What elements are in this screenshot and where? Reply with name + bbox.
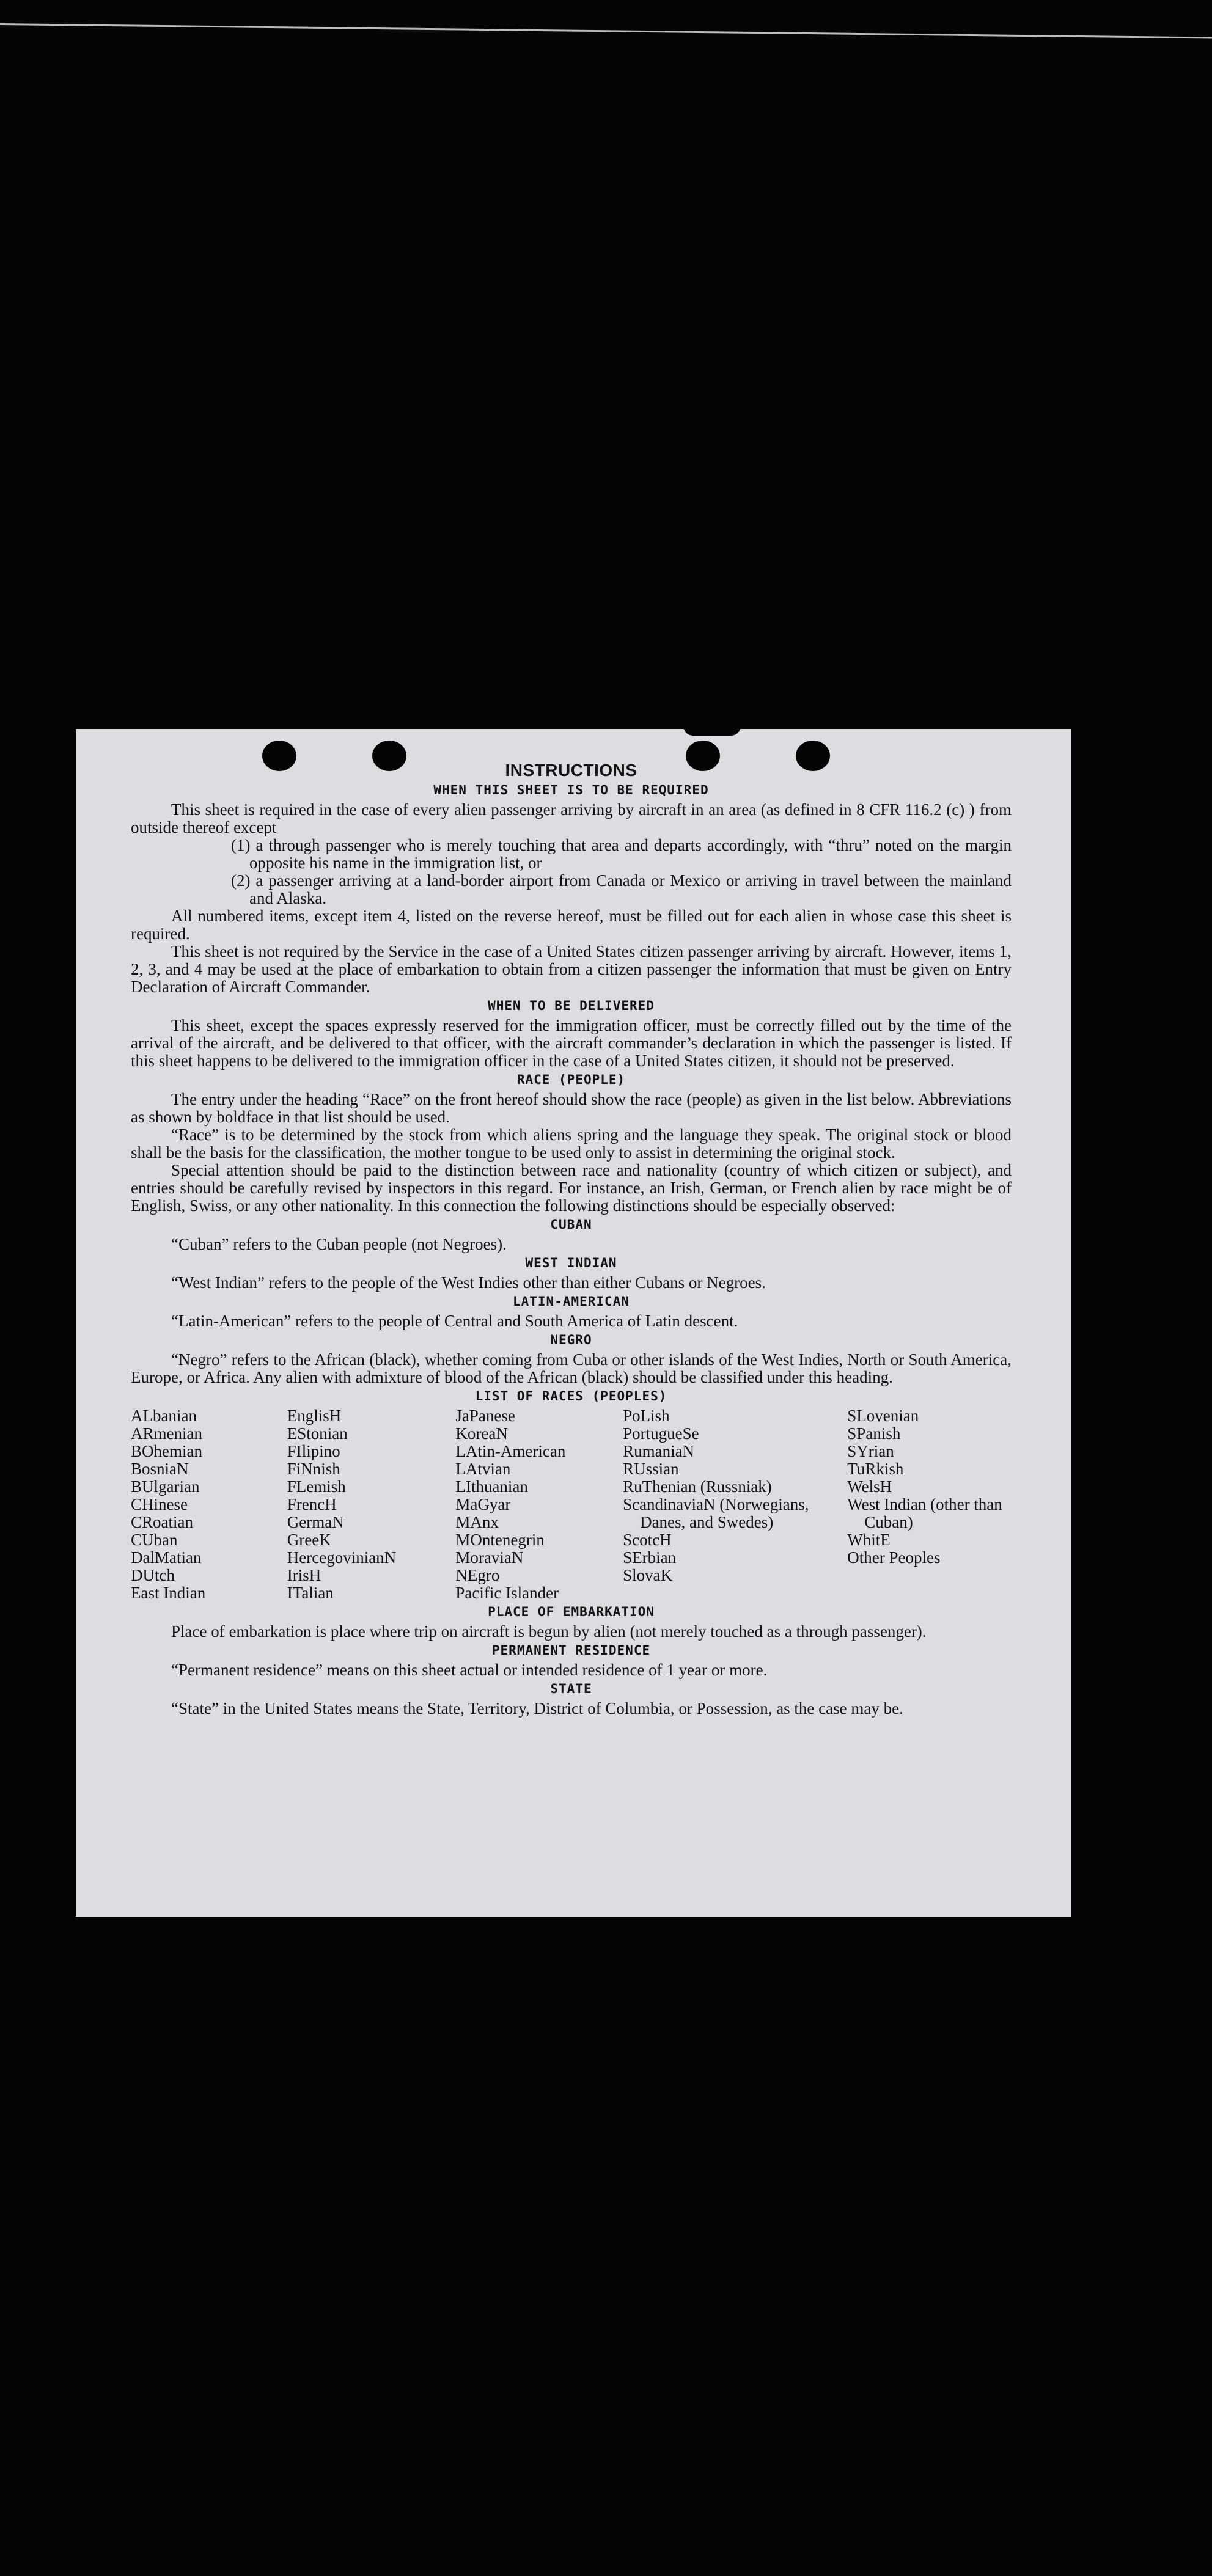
race-entry: CRoatian xyxy=(131,1513,193,1531)
sheet-notch xyxy=(683,726,741,736)
race-entry: WhitE xyxy=(847,1531,891,1549)
race-entry: SPanish xyxy=(847,1424,901,1443)
race-entry: SlovaK xyxy=(623,1566,673,1584)
paragraph: “State” in the United States means the State, Territory, District of Columbia, or Possession, as the case may be. xyxy=(171,1699,903,1718)
race-entry: JaPanese xyxy=(455,1407,515,1425)
paragraph: “Latin-American” refers to the people of Central and South America of Latin descent. xyxy=(171,1312,738,1330)
paragraph: “West Indian” refers to the people of the West Indies other than either Cubans or Negroes. xyxy=(171,1273,766,1292)
races-column-1 xyxy=(131,1407,287,1602)
race-entry: ALbanian xyxy=(131,1407,197,1425)
race-entry: BosniaN xyxy=(131,1460,189,1478)
paragraph: “Race” is to be determined by the stock from which aliens spring and the language they speak. The original stock or blood shall be the basis for the classification, the mother tongue to be used only to assist in determining the original stock. xyxy=(131,1125,1012,1162)
race-entry: HercegovinianN xyxy=(287,1548,397,1567)
paragraph: This sheet is not required by the Service in the case of a United States citizen passenger arriving by aircraft. However, items 1, 2, 3, and 4 may be used at the place of embarkation to obtain from a citizen passenger the information that must be given on Entry Declaration of Aircraft Commander. xyxy=(131,942,1012,996)
race-entry: PortugueSe xyxy=(623,1424,699,1443)
race-entry: EStonian xyxy=(287,1424,348,1443)
heading-negro: NEGRO xyxy=(550,1333,592,1347)
heading-cuban: CUBAN xyxy=(550,1217,592,1232)
race-entry: Other Peoples xyxy=(847,1548,941,1567)
race-entry: FLemish xyxy=(287,1477,346,1496)
race-entry: West Indian (other than Cuban) xyxy=(847,1495,1002,1531)
race-entry: KoreaN xyxy=(455,1424,508,1443)
punch-hole xyxy=(686,741,720,771)
race-entry: EnglisH xyxy=(287,1407,342,1425)
race-entry: FiNnish xyxy=(287,1460,340,1478)
race-entry: BOhemian xyxy=(131,1442,202,1460)
race-entry: DUtch xyxy=(131,1566,175,1584)
paragraph: All numbered items, except item 4, listed on the reverse hereof, must be filled out for each alien in whose case this sheet is required. xyxy=(131,907,1012,943)
race-entry: LAtin-American xyxy=(455,1442,566,1460)
film-edge-line xyxy=(0,23,1212,38)
race-entry: GermaN xyxy=(287,1513,344,1531)
list-item: (2) a passenger arriving at a land-border airport from Canada or Mexico or arriving in travel between the mainland and Alaska. xyxy=(231,871,1012,907)
punch-hole xyxy=(372,741,406,771)
paragraph: “Negro” refers to the African (black), whether coming from Cuba or other islands of the West Indies, North or South America, Europe, or Africa. Any alien with admixture of blood of the African (black) should be classified under this heading. xyxy=(131,1350,1012,1386)
races-table xyxy=(131,1407,1012,1602)
paragraph: This sheet, except the spaces expressly reserved for the immigration officer, must be correctly filled out by the time of the arrival of the aircraft, and be delivered to that officer, with the aircraft commander’s declaration in which the passenger is listed. If this sheet happens to be delivered to the immigration officer in the case of a United States citizen, it should not be preserved. xyxy=(131,1016,1012,1070)
heading-state: STATE xyxy=(550,1681,592,1696)
races-column-2 xyxy=(287,1407,456,1602)
race-entry: LAtvian xyxy=(455,1460,511,1478)
paragraph: This sheet is required in the case of every alien passenger arriving by aircraft in an area (as defined in 8 CFR 116.2 (c) ) from outside thereof except xyxy=(131,800,1012,836)
race-entry: Pacific Islander xyxy=(455,1584,559,1602)
race-entry: SYrian xyxy=(847,1442,894,1460)
heading-embarkation: PLACE OF EMBARKATION xyxy=(488,1605,655,1619)
races-column-4 xyxy=(623,1407,847,1602)
punch-hole xyxy=(262,741,296,771)
race-entry: RUssian xyxy=(623,1460,679,1478)
page-title: INSTRUCTIONS xyxy=(505,761,637,780)
heading-latin-american: LATIN-AMERICAN xyxy=(512,1294,630,1309)
punch-hole xyxy=(796,741,830,771)
race-entry: MAnx xyxy=(455,1513,499,1531)
race-entry: FrencH xyxy=(287,1495,337,1513)
race-entry: PoLish xyxy=(623,1407,670,1425)
race-entry: RumaniaN xyxy=(623,1442,695,1460)
race-entry: DalMatian xyxy=(131,1548,202,1567)
race-entry: IrisH xyxy=(287,1566,321,1584)
race-entry: CHinese xyxy=(131,1495,188,1513)
races-column-5 xyxy=(847,1407,1012,1602)
race-entry: WelsH xyxy=(847,1477,892,1496)
race-entry: East Indian xyxy=(131,1584,206,1602)
list-item: (1) a through passenger who is merely touching that area and departs accordingly, with “thru” noted on the margin opposite his name in the immigration list, or xyxy=(231,836,1012,872)
heading-required: WHEN THIS SHEET IS TO BE REQUIRED xyxy=(433,783,709,797)
race-entry: NEgro xyxy=(455,1566,500,1584)
heading-race: RACE (PEOPLE) xyxy=(516,1072,626,1087)
race-entry: MoraviaN xyxy=(455,1548,524,1567)
paragraph: Special attention should be paid to the distinction between race and nationality (country of which citizen or subject), and entries should be carefully revised by inspectors in this regard. For instance, an Irish, German, or French alien by race might be of English, Swiss, or any other nationality. In this connection the following distinctions should be especially observed: xyxy=(131,1161,1012,1215)
race-entry: FIlipino xyxy=(287,1442,340,1460)
heading-delivered: WHEN TO BE DELIVERED xyxy=(488,998,655,1013)
race-entry: ScotcH xyxy=(623,1531,672,1549)
paragraph: “Cuban” refers to the Cuban people (not Negroes). xyxy=(171,1235,507,1253)
paragraph: “Permanent residence” means on this sheet actual or intended residence of 1 year or more. xyxy=(171,1661,768,1679)
race-entry: BUlgarian xyxy=(131,1477,200,1496)
race-entry: ARmenian xyxy=(131,1424,202,1443)
races-column-3 xyxy=(455,1407,623,1602)
paragraph: The entry under the heading “Race” on the front hereof should show the race (people) as given in the list below. Abbreviations as shown by boldface in that list should be used. xyxy=(131,1090,1012,1126)
race-entry: SErbian xyxy=(623,1548,677,1567)
race-entry: ScandinaviaN (Norwegians, Danes, and Swedes) xyxy=(623,1495,809,1531)
race-entry: CUban xyxy=(131,1531,178,1549)
heading-residence: PERMANENT RESIDENCE xyxy=(491,1643,651,1658)
paragraph: Place of embarkation is place where trip on aircraft is begun by alien (not merely touched as a through passenger). xyxy=(171,1622,927,1641)
race-entry: TuRkish xyxy=(847,1460,904,1478)
race-entry: LIthuanian xyxy=(455,1477,528,1496)
race-entry: SLovenian xyxy=(847,1407,919,1425)
race-entry: MaGyar xyxy=(455,1495,511,1513)
heading-list-of-races: LIST OF RACES (PEOPLES) xyxy=(475,1389,667,1403)
instruction-sheet xyxy=(76,729,1071,1917)
race-entry: MOntenegrin xyxy=(455,1531,545,1549)
race-entry: RuThenian (Russniak) xyxy=(623,1477,772,1496)
race-entry: GreeK xyxy=(287,1531,331,1549)
race-entry: ITalian xyxy=(287,1584,334,1602)
heading-west-indian: WEST INDIAN xyxy=(525,1256,617,1270)
